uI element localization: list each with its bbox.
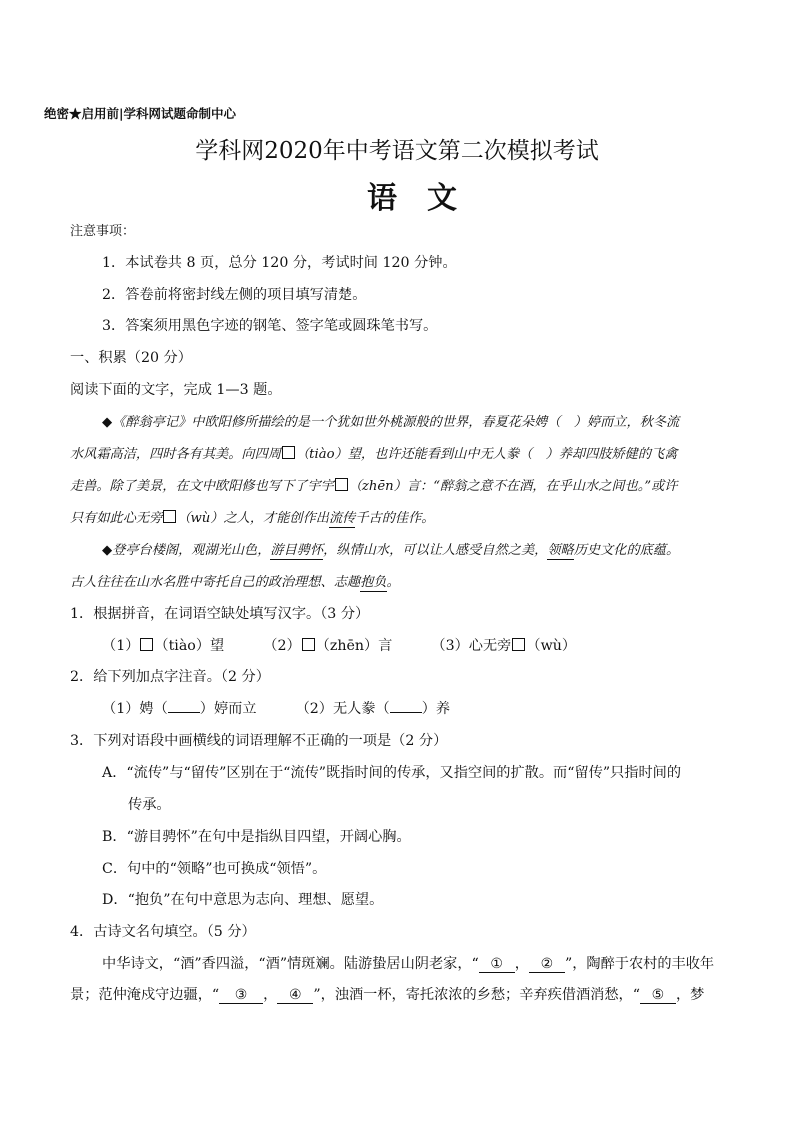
question-1-stem: 1．根据拼音，在词语空缺处填写汉字。（3 分） bbox=[70, 606, 370, 622]
answer-blank-4[interactable]: ④ bbox=[277, 987, 313, 1004]
q1-option-3-prefix: （3）心无旁 bbox=[431, 638, 512, 654]
passage-text: 走兽。除了美景，在文中欧阳修也写下了宇宇 bbox=[70, 479, 334, 494]
passage-text: （zhēn）言：“醉翁之意不在酒，在乎山水之间也。”或许 bbox=[348, 479, 678, 494]
answer-blank-2[interactable]: ② bbox=[529, 956, 565, 973]
q1-option-2-suffix: （zhēn）言 bbox=[315, 638, 393, 654]
answer-blank-3[interactable]: ③ bbox=[219, 987, 263, 1004]
q4-text: ”，陶醉于农村的丰收年 bbox=[564, 956, 715, 972]
passage-text: 古人往往在山水名胜中寄托自己的政治理想、志趣 bbox=[70, 575, 361, 590]
passage-line bbox=[70, 443, 677, 462]
notice-item-3: 3．答案须用黑色字迹的钢笔、签字笔或圆珠笔书写。 bbox=[102, 318, 438, 334]
q3-option-a: A．“流传”与“留传”区别在于“流传”既指时间的传承，又指空间的扩散。而“留传”只指时间的 bbox=[102, 765, 682, 781]
question-2-options bbox=[102, 698, 450, 718]
passage-text: （wù）之人，才能创作出 bbox=[177, 511, 329, 526]
q4-text: 景；范仲淹戍守边疆，“ bbox=[70, 987, 220, 1003]
top-secret-label: 绝密★启用前|学科网试题命制中心 bbox=[44, 106, 237, 121]
q2-option-1-suffix: ）婷而立 bbox=[199, 701, 257, 717]
answer-blank[interactable] bbox=[390, 712, 422, 713]
answer-blank-1[interactable]: ① bbox=[479, 956, 515, 973]
question-3-stem: 3．下列对语段中画横线的词语理解不正确的一项是（2 分） bbox=[70, 733, 448, 749]
q1-option-1 bbox=[102, 638, 224, 654]
question-1-options bbox=[102, 635, 576, 655]
passage-line bbox=[70, 475, 678, 494]
q1-option-2-prefix: （2） bbox=[263, 638, 301, 654]
answer-box[interactable] bbox=[512, 638, 525, 651]
underlined-word: 领略 bbox=[547, 543, 574, 558]
q1-option-3 bbox=[431, 638, 576, 654]
blank-box bbox=[163, 510, 176, 523]
q1-option-1-prefix: （1） bbox=[102, 638, 140, 654]
subject-title: 语文 bbox=[367, 181, 487, 216]
underlined-word: 流传 bbox=[328, 511, 356, 526]
q3-option-d: D．“抱负”在句中意思为志向、理想、愿望。 bbox=[102, 892, 384, 908]
q4-line-1 bbox=[102, 953, 714, 973]
blank-box bbox=[282, 446, 295, 459]
q1-option-1-suffix: （tiào）望 bbox=[154, 638, 225, 654]
q2-option-2-suffix: ）养 bbox=[421, 701, 451, 717]
passage-line bbox=[102, 539, 679, 558]
q4-text: ”，浊酒一杯，寄托浓浓的乡愁；辛弃疾借酒消愁，“ bbox=[313, 987, 640, 1003]
passage-line bbox=[70, 507, 434, 526]
q4-text: ，梦 bbox=[675, 987, 705, 1003]
passage-text: 历史文化的底蕴。 bbox=[573, 543, 680, 558]
question-2-stem: 2．给下列加点字注音。（2 分） bbox=[70, 669, 270, 685]
passage-text: 千古的佳作。 bbox=[355, 511, 435, 526]
passage-text: 水风霜高洁，四时各有其美。向四周 bbox=[70, 447, 281, 462]
q4-line-2 bbox=[70, 984, 704, 1004]
passage-text: 。 bbox=[386, 575, 400, 590]
q4-separator: ， bbox=[263, 987, 278, 1003]
answer-box[interactable] bbox=[302, 638, 315, 651]
exam-title: 学科网2020年中考语文第二次模拟考试 bbox=[195, 138, 599, 164]
answer-box[interactable] bbox=[140, 638, 153, 651]
question-4-stem: 4．古诗文名句填空。（5 分） bbox=[70, 924, 256, 940]
blank-box bbox=[335, 478, 348, 491]
q3-option-b: B．“游目骋怀”在句中是指纵目四望，开阔心胸。 bbox=[102, 829, 411, 845]
notice-item-1: 1．本试卷共 8 页，总分 120 分，考试时间 120 分钟。 bbox=[102, 255, 457, 271]
notice-title: 注意事项： bbox=[70, 224, 136, 239]
section-title: 一、积累（20 分） bbox=[70, 350, 192, 366]
q4-separator: ， bbox=[514, 956, 529, 972]
passage-line bbox=[70, 571, 400, 590]
passage-line: ◆《醉翁亭记》中欧阳修所描绘的是一个犹如世外桃源般的世界，春夏花朵娉（ ）婷而立，秋冬流 bbox=[102, 415, 680, 430]
passage-text: （tiào）望，也许还能看到山中无人豢（ ）养却四肢矫健的飞禽 bbox=[296, 447, 678, 462]
section-instruction: 阅读下面的文字，完成 1—3 题。 bbox=[70, 382, 282, 398]
passage-text: 只有如此心无旁 bbox=[70, 511, 163, 526]
answer-blank-5[interactable]: ⑤ bbox=[640, 987, 676, 1004]
answer-blank[interactable] bbox=[168, 712, 200, 713]
q1-option-2 bbox=[263, 638, 392, 654]
q4-text: 中华诗文，“酒”香四溢，“酒”情斑斓。陆游蛰居山阴老家，“ bbox=[102, 956, 479, 972]
passage-text: ，纵情山水，可以让人感受自然之美， bbox=[323, 543, 548, 558]
q3-option-c: C．句中的“领略”也可换成“领悟”。 bbox=[102, 861, 327, 877]
passage-text: ◆登亭台楼阁，观湖光山色， bbox=[102, 543, 271, 558]
notice-item-2: 2．答卷前将密封线左侧的项目填写清楚。 bbox=[102, 287, 367, 303]
underlined-word: 抱负 bbox=[360, 575, 387, 590]
q3-option-a-cont: 传承。 bbox=[128, 797, 171, 813]
q1-option-3-suffix: （wù） bbox=[526, 638, 577, 654]
q2-option-1-prefix: （1）娉（ bbox=[102, 701, 168, 717]
q2-option-2-prefix: （2）无人豢（ bbox=[295, 701, 390, 717]
underlined-word: 游目骋怀 bbox=[270, 543, 324, 558]
